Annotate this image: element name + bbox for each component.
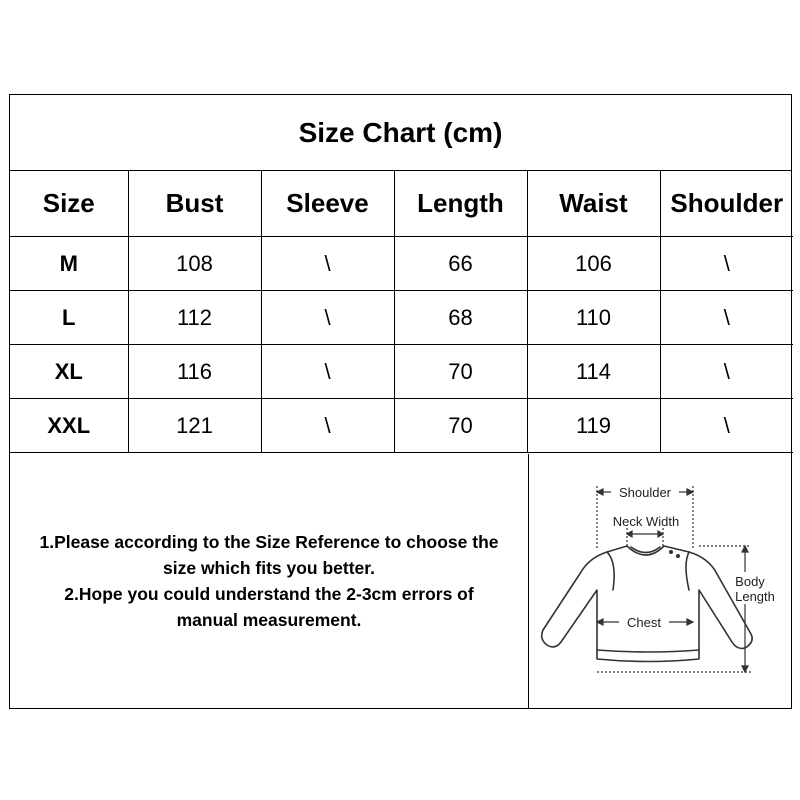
waist-cell: 110 xyxy=(527,291,660,345)
size-table xyxy=(10,170,793,453)
table-header-row xyxy=(10,170,793,237)
size-cell: L xyxy=(10,291,128,345)
neck-width-label: Neck Width xyxy=(612,514,680,529)
column-header-length: Length xyxy=(394,170,527,237)
waist-cell: 119 xyxy=(527,399,660,453)
note-2b: manual measurement. xyxy=(176,610,362,630)
shoulder-cell: \ xyxy=(660,291,793,345)
table-row xyxy=(10,237,793,291)
shoulder-cell: \ xyxy=(660,237,793,291)
note-1b: size which fits you better. xyxy=(163,558,375,578)
waist-cell: 114 xyxy=(527,345,660,399)
bust-cell: 116 xyxy=(128,345,261,399)
bust-cell: 121 xyxy=(128,399,261,453)
length-cell: 68 xyxy=(394,291,527,345)
size-chart xyxy=(9,94,792,709)
sleeve-cell: \ xyxy=(261,291,394,345)
chart-title: Size Chart (cm) xyxy=(10,95,791,171)
sleeve-cell: \ xyxy=(261,399,394,453)
hem-line xyxy=(597,650,699,652)
bust-cell: 108 xyxy=(128,237,261,291)
note-2a: 2.Hope you could understand the 2-3cm errors of xyxy=(64,584,474,604)
left-raglan-seam xyxy=(607,552,614,590)
table-row xyxy=(10,291,793,345)
chest-label: Chest xyxy=(627,615,661,630)
shoulder-cell: \ xyxy=(660,399,793,453)
note-1a: 1.Please according to the Size Reference to choose the xyxy=(39,532,499,552)
column-header-sleeve: Sleeve xyxy=(261,170,394,237)
sweater-diagram-svg xyxy=(529,454,791,708)
bottom-section xyxy=(10,454,791,708)
shoulder-label: Shoulder xyxy=(618,485,672,500)
right-raglan-seam xyxy=(686,552,689,590)
size-cell: M xyxy=(10,237,128,291)
table-row xyxy=(10,345,793,399)
column-header-shoulder: Shoulder xyxy=(660,170,793,237)
length-cell: 66 xyxy=(394,237,527,291)
sleeve-cell: \ xyxy=(261,237,394,291)
sweater-outline xyxy=(542,546,752,662)
table-row xyxy=(10,399,793,453)
shoulder-cell: \ xyxy=(660,345,793,399)
body-label: Body xyxy=(735,574,765,589)
bust-cell: 112 xyxy=(128,291,261,345)
notes-panel xyxy=(10,454,529,708)
button-icon xyxy=(676,554,680,558)
column-header-waist: Waist xyxy=(527,170,660,237)
button-icon xyxy=(669,550,673,554)
measurement-diagram xyxy=(529,454,791,708)
length-cell: 70 xyxy=(394,345,527,399)
length-label: Length xyxy=(735,589,775,604)
size-cell: XL xyxy=(10,345,128,399)
length-cell: 70 xyxy=(394,399,527,453)
column-header-bust: Bust xyxy=(128,170,261,237)
sleeve-cell: \ xyxy=(261,345,394,399)
column-header-size: Size xyxy=(10,170,128,237)
size-cell: XXL xyxy=(10,399,128,453)
waist-cell: 106 xyxy=(527,237,660,291)
